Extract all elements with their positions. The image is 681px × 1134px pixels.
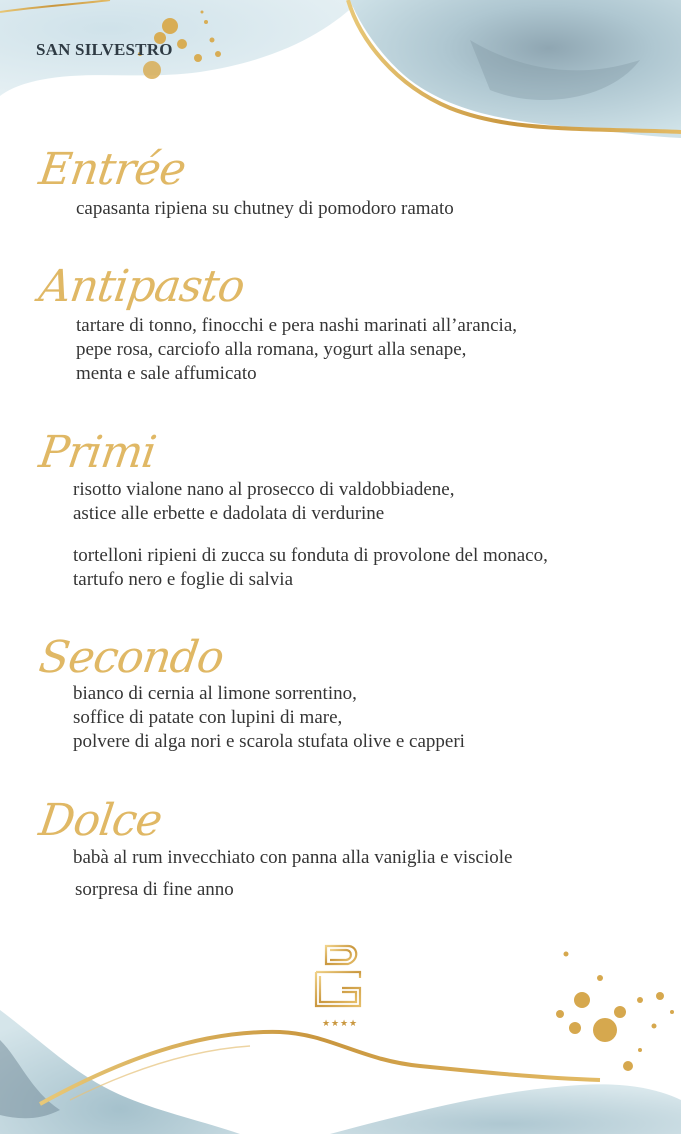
hotel-monogram-logo-icon: [308, 942, 372, 1034]
svg-text:★: ★: [340, 1019, 349, 1029]
menu-item: [73, 544, 548, 592]
menu-item: [76, 197, 454, 221]
section-heading: Primi: [36, 427, 159, 478]
svg-text:★: ★: [331, 1019, 340, 1029]
menu-item-line: capasanta ripiena su chutney di pomodoro ramato: [76, 198, 454, 219]
svg-text:★: ★: [322, 1019, 331, 1029]
section-heading: Secondo: [36, 632, 227, 683]
menu-item-line: babà al rum invecchiato con panna alla vaniglia e visciole: [73, 847, 513, 868]
menu-item-line: tartare di tonno, finocchi e pera nashi marinati all’arancia,: [76, 315, 518, 336]
menu-item: [75, 878, 512, 902]
menu-item-line: tartufo nero e foglie di salvia: [73, 569, 294, 590]
rating-stars: [322, 1019, 357, 1029]
menu-item-line: soffice di patate con lupini di mare,: [73, 707, 343, 728]
menu-item-line: bianco di cernia al limone sorrentino,: [73, 683, 357, 704]
menu-item-line: polvere di alga nori e scarola stufata olive e capperi: [73, 731, 465, 752]
menu-item: [73, 478, 548, 526]
section-heading: Antipasto: [36, 261, 248, 312]
menu-item: [73, 846, 512, 870]
menu-item-line: menta e sale affumicato: [76, 363, 257, 384]
menu-title: SAN SILVESTRO: [36, 40, 173, 59]
menu-item-line: astice alle erbette e dadolata di verdurine: [73, 503, 385, 524]
section-items: [73, 846, 512, 902]
section-heading: Dolce: [36, 795, 165, 846]
gold-splatter-bottom: [556, 952, 674, 1072]
menu-item: [76, 314, 517, 386]
menu-item-line: tortelloni ripieni di zucca su fonduta di provolone del monaco,: [73, 545, 548, 566]
menu-item: [73, 682, 465, 754]
svg-text:★: ★: [349, 1019, 358, 1029]
menu-item-line: pepe rosa, carciofo alla romana, yogurt alla senape,: [76, 339, 467, 360]
watercolor-bottom-right: [330, 1084, 681, 1134]
section-items: [73, 478, 548, 592]
section-items: [73, 682, 465, 754]
section-items: [76, 314, 517, 386]
section-heading: Entrée: [36, 144, 189, 195]
section-items: [76, 197, 454, 221]
menu-item-line: risotto vialone nano al prosecco di valdobbiadene,: [73, 479, 455, 500]
menu-item-line: sorpresa di fine anno: [75, 879, 234, 900]
